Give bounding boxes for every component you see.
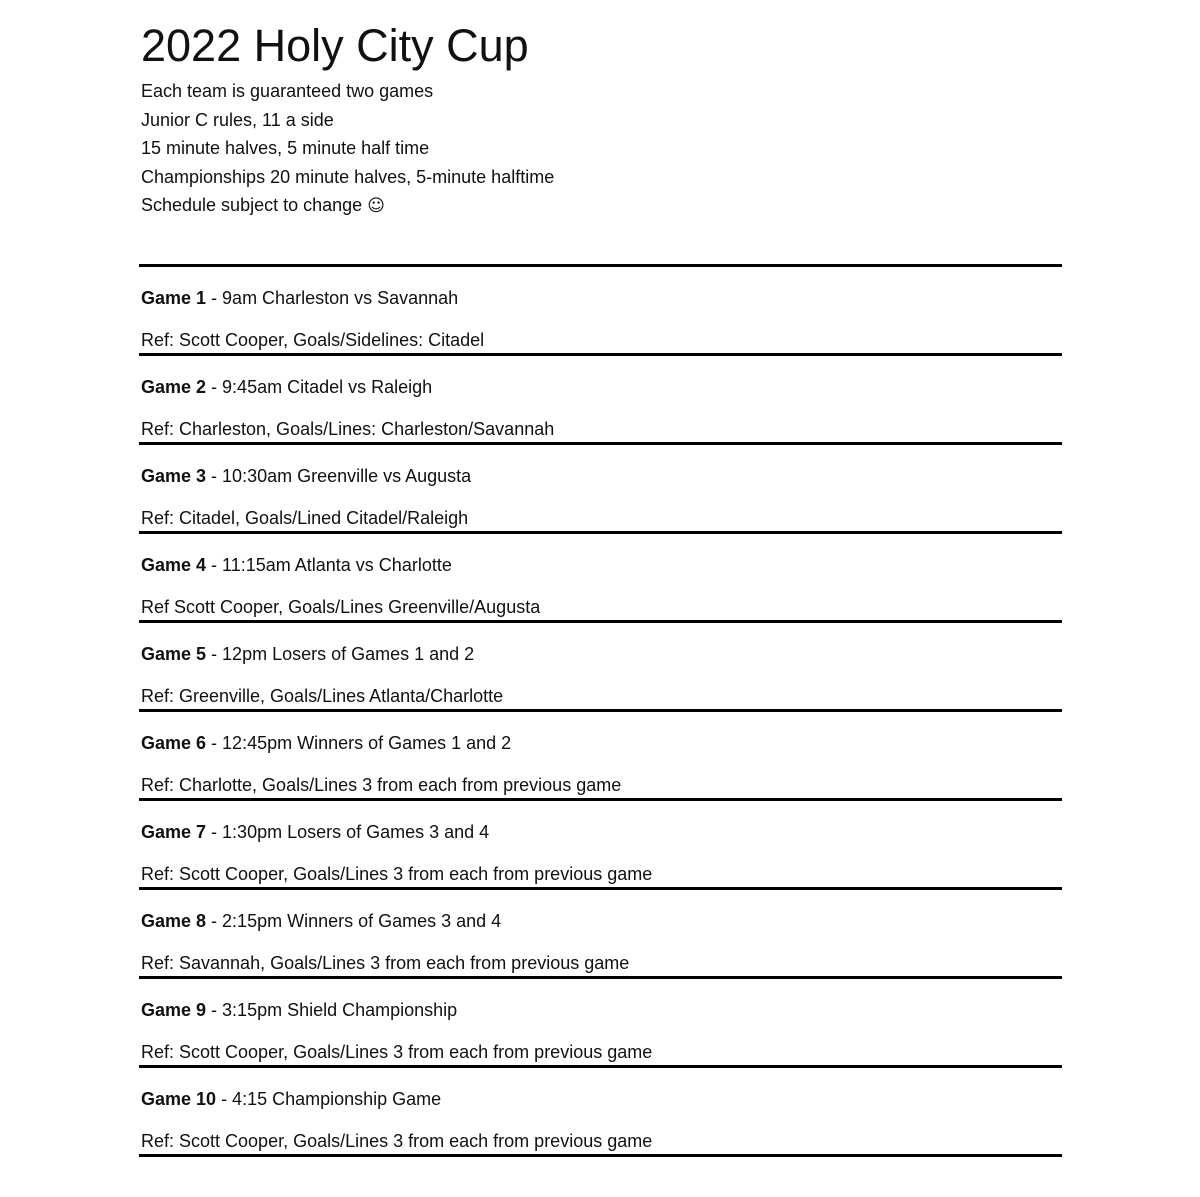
game-heading — [141, 643, 474, 665]
game-entry — [139, 1068, 1062, 1157]
game-heading — [141, 910, 501, 932]
smiley-icon: ☺ — [367, 196, 385, 217]
game-officials: Ref: Savannah, Goals/Lines 3 from each from previous game — [141, 953, 630, 973]
game-detail: - 10:30am Greenville vs Augusta — [206, 466, 472, 486]
game-heading — [141, 1088, 441, 1110]
game-label: Game 3 — [141, 466, 207, 486]
intro-line-schedule-note — [141, 191, 554, 220]
game-detail: - 4:15 Championship Game — [216, 1089, 442, 1109]
game-officials: Ref: Greenville, Goals/Lines Atlanta/Charlotte — [141, 686, 504, 706]
game-heading — [141, 465, 471, 487]
game-entry — [139, 534, 1062, 623]
game-detail: - 1:30pm Losers of Games 3 and 4 — [206, 822, 490, 842]
game-heading — [141, 999, 457, 1021]
game-entry — [139, 267, 1062, 356]
game-detail: - 3:15pm Shield Championship — [206, 1000, 458, 1020]
page-title: 2022 Holy City Cup — [141, 20, 529, 71]
game-officials: Ref: Scott Cooper, Goals/Sidelines: Citadel — [141, 330, 485, 350]
game-label: Game 9 — [141, 1000, 207, 1020]
game-detail: - 2:15pm Winners of Games 3 and 4 — [206, 911, 502, 931]
game-detail: - 12pm Losers of Games 1 and 2 — [206, 644, 475, 664]
game-label: Game 10 — [141, 1089, 217, 1109]
intro-line-text: Schedule subject to change — [141, 195, 363, 216]
game-entry — [139, 890, 1062, 979]
game-officials: Ref Scott Cooper, Goals/Lines Greenville/Augusta — [141, 597, 541, 617]
game-officials: Ref: Scott Cooper, Goals/Lines 3 from each from previous game — [141, 1131, 653, 1151]
game-detail: - 9:45am Citadel vs Raleigh — [206, 377, 433, 397]
game-entry — [139, 979, 1062, 1068]
intro-notes — [141, 77, 554, 220]
game-label: Game 6 — [141, 733, 207, 753]
game-officials: Ref: Citadel, Goals/Lined Citadel/Raleigh — [141, 508, 469, 528]
intro-line: Each team is guaranteed two games — [141, 81, 434, 101]
game-detail: - 9am Charleston vs Savannah — [206, 288, 459, 308]
game-heading — [141, 732, 511, 754]
game-label: Game 8 — [141, 911, 207, 931]
game-entry — [139, 712, 1062, 801]
game-officials: Ref: Scott Cooper, Goals/Lines 3 from each from previous game — [141, 864, 653, 884]
intro-line: Championships 20 minute halves, 5-minute halftime — [141, 166, 555, 187]
game-officials: Ref: Charlotte, Goals/Lines 3 from each from previous game — [141, 775, 622, 795]
game-heading — [141, 376, 432, 398]
game-label: Game 4 — [141, 555, 207, 575]
game-schedule — [139, 264, 1062, 1157]
intro-line: 15 minute halves, 5 minute half time — [141, 138, 430, 159]
game-detail: - 11:15am Atlanta vs Charlotte — [206, 555, 452, 575]
game-label: Game 2 — [141, 377, 207, 397]
game-label: Game 5 — [141, 644, 207, 664]
game-heading — [141, 554, 452, 576]
game-entry — [139, 445, 1062, 534]
game-entry — [139, 623, 1062, 712]
intro-line: Junior C rules, 11 a side — [141, 109, 334, 130]
game-label: Game 1 — [141, 288, 207, 308]
game-officials: Ref: Charleston, Goals/Lines: Charleston/Savannah — [141, 419, 555, 439]
game-label: Game 7 — [141, 822, 207, 842]
game-officials: Ref: Scott Cooper, Goals/Lines 3 from each from previous game — [141, 1042, 653, 1062]
game-entry — [139, 356, 1062, 445]
game-heading — [141, 287, 458, 309]
game-heading — [141, 821, 489, 843]
game-detail: - 12:45pm Winners of Games 1 and 2 — [206, 733, 512, 753]
game-entry — [139, 801, 1062, 890]
